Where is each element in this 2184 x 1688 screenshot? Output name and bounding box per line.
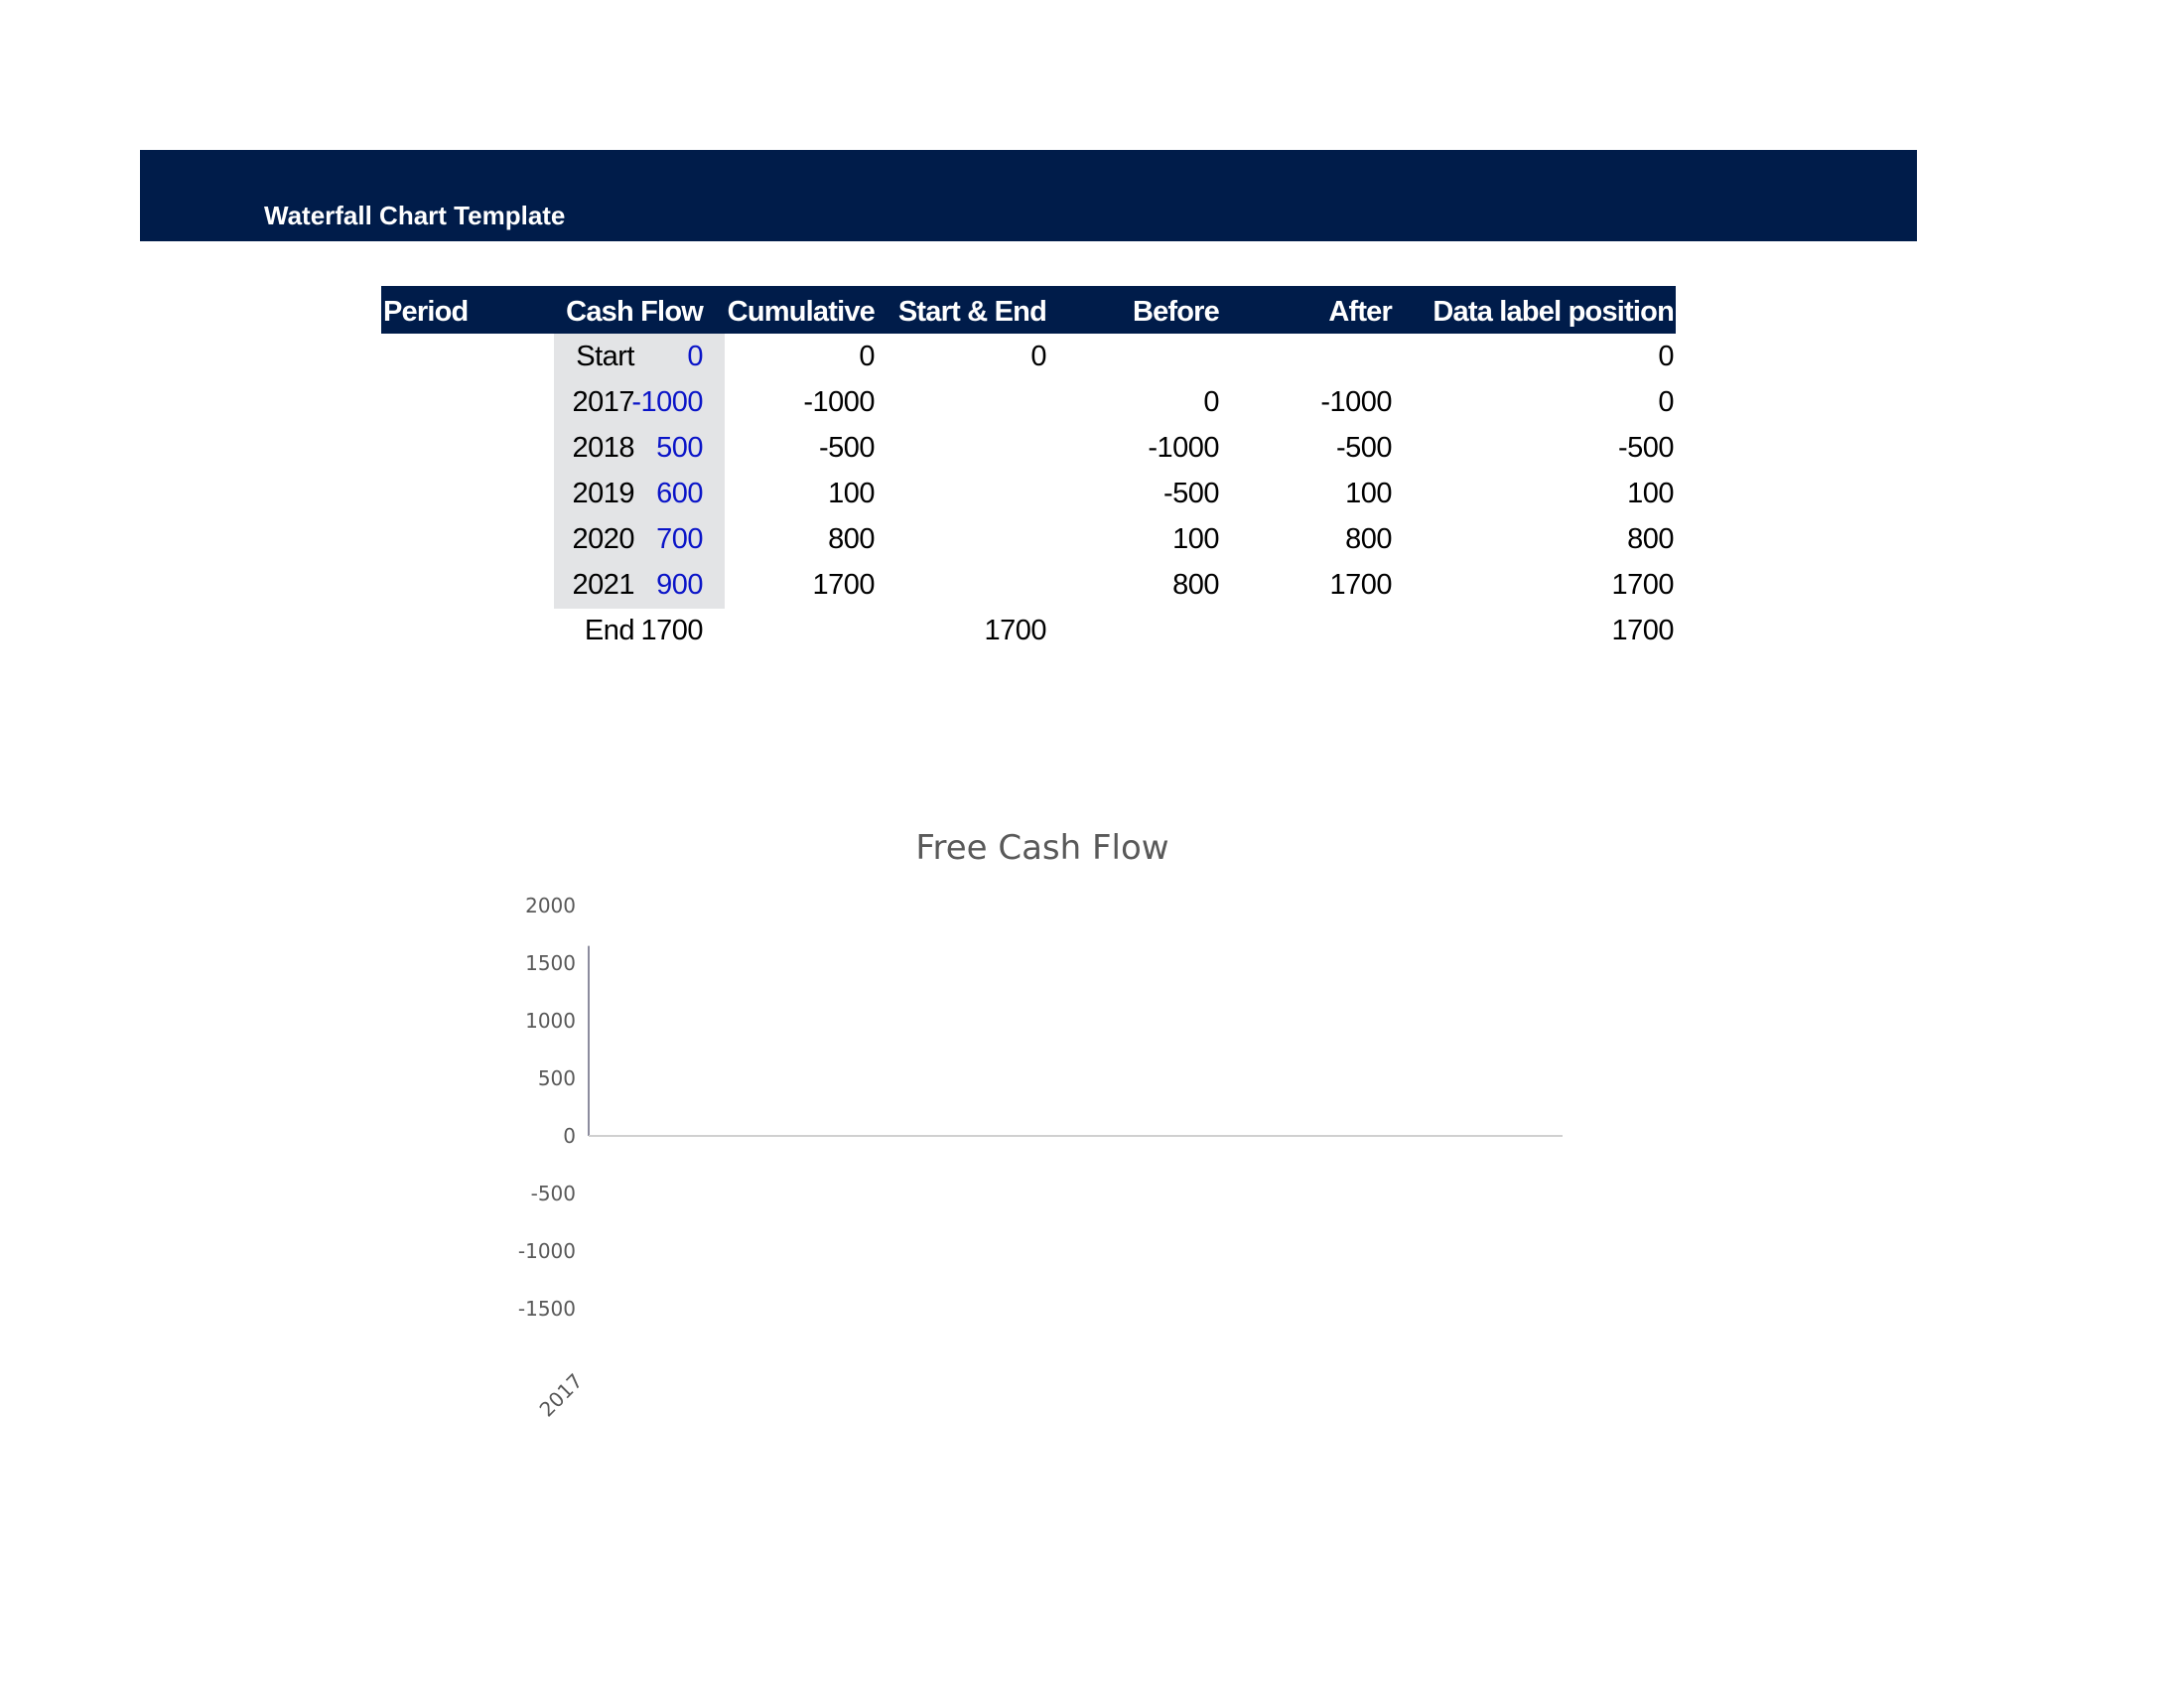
cell-before: 800 bbox=[1172, 569, 1219, 601]
y-tick-label: 2000 bbox=[525, 894, 576, 917]
cell-data-label-position: 0 bbox=[1658, 386, 1674, 418]
title-banner bbox=[140, 150, 1917, 241]
cell-before: -500 bbox=[1162, 478, 1219, 509]
table-row bbox=[381, 471, 1676, 516]
cell-period: 2021 bbox=[572, 569, 634, 601]
y-tick-label: 1000 bbox=[525, 1009, 576, 1033]
table-row bbox=[381, 608, 1676, 653]
cell-before: 100 bbox=[1172, 523, 1219, 555]
y-tick-label: 1500 bbox=[525, 951, 576, 975]
y-tick-label: 0 bbox=[563, 1124, 576, 1148]
table-row bbox=[381, 379, 1676, 425]
cell-period: 2017 bbox=[572, 386, 634, 418]
cell-data-label-position: 800 bbox=[1627, 523, 1674, 555]
cell-data-label-position: -500 bbox=[1617, 432, 1674, 464]
cell-data-label-position: 0 bbox=[1658, 341, 1674, 372]
cell-cash-flow[interactable]: -1000 bbox=[631, 386, 703, 418]
header-cash-flow: Cash Flow bbox=[566, 296, 703, 328]
table-row bbox=[381, 562, 1676, 608]
cell-after: 800 bbox=[1345, 523, 1392, 555]
x-tick-label: 2017 bbox=[534, 1368, 588, 1422]
cell-before: 0 bbox=[1203, 386, 1219, 418]
header-before: Before bbox=[1132, 296, 1219, 328]
chart-title: Free Cash Flow bbox=[915, 828, 1169, 868]
cell-cumulative: 100 bbox=[828, 478, 875, 509]
header-period: Period bbox=[383, 296, 469, 328]
y-tick-label: -1500 bbox=[517, 1297, 576, 1321]
cell-period: 2019 bbox=[572, 478, 634, 509]
cell-cash-flow[interactable]: 700 bbox=[656, 523, 703, 555]
y-tick-label: 500 bbox=[537, 1066, 576, 1090]
header-data-label-position: Data label position bbox=[1433, 296, 1674, 328]
cell-data-label-position: 1700 bbox=[1611, 615, 1674, 646]
cell-cumulative: 800 bbox=[828, 523, 875, 555]
cell-cumulative: -1000 bbox=[803, 386, 875, 418]
cell-data-label-position: 100 bbox=[1627, 478, 1674, 509]
header-after: After bbox=[1328, 296, 1392, 328]
cell-period: 2020 bbox=[572, 523, 634, 555]
cell-cash-flow[interactable]: 600 bbox=[656, 478, 703, 509]
cell-period: 2018 bbox=[572, 432, 634, 464]
cell-start-end: 1700 bbox=[984, 615, 1046, 646]
cell-cash-flow[interactable]: 900 bbox=[656, 569, 703, 601]
cell-cash-flow: 1700 bbox=[640, 615, 703, 646]
cell-period: Start bbox=[576, 341, 634, 372]
cell-cumulative: 1700 bbox=[812, 569, 875, 601]
cell-start-end: 0 bbox=[1030, 341, 1046, 372]
cell-cumulative: -500 bbox=[818, 432, 875, 464]
cell-after: -500 bbox=[1335, 432, 1392, 464]
chart-canvas bbox=[477, 814, 1608, 1430]
cell-before: -1000 bbox=[1148, 432, 1219, 464]
table-header-row bbox=[381, 286, 1676, 334]
cell-after: 100 bbox=[1345, 478, 1392, 509]
y-tick-label: -1000 bbox=[517, 1239, 576, 1263]
header-cumulative: Cumulative bbox=[727, 296, 875, 328]
cell-period: End bbox=[584, 615, 634, 646]
cell-data-label-position: 1700 bbox=[1611, 569, 1674, 601]
table-row bbox=[381, 334, 1676, 379]
table-row bbox=[381, 516, 1676, 562]
cell-cash-flow[interactable]: 0 bbox=[687, 341, 703, 372]
cell-cumulative: 0 bbox=[859, 341, 875, 372]
y-tick-label: -500 bbox=[530, 1182, 576, 1205]
table-row bbox=[381, 425, 1676, 471]
free-cash-flow-chart bbox=[477, 814, 1608, 1430]
page-title: Waterfall Chart Template bbox=[264, 201, 566, 230]
header-start-end: Start & End bbox=[897, 296, 1046, 328]
cell-after: -1000 bbox=[1320, 386, 1392, 418]
cell-cash-flow[interactable]: 500 bbox=[656, 432, 703, 464]
cell-after: 1700 bbox=[1329, 569, 1392, 601]
